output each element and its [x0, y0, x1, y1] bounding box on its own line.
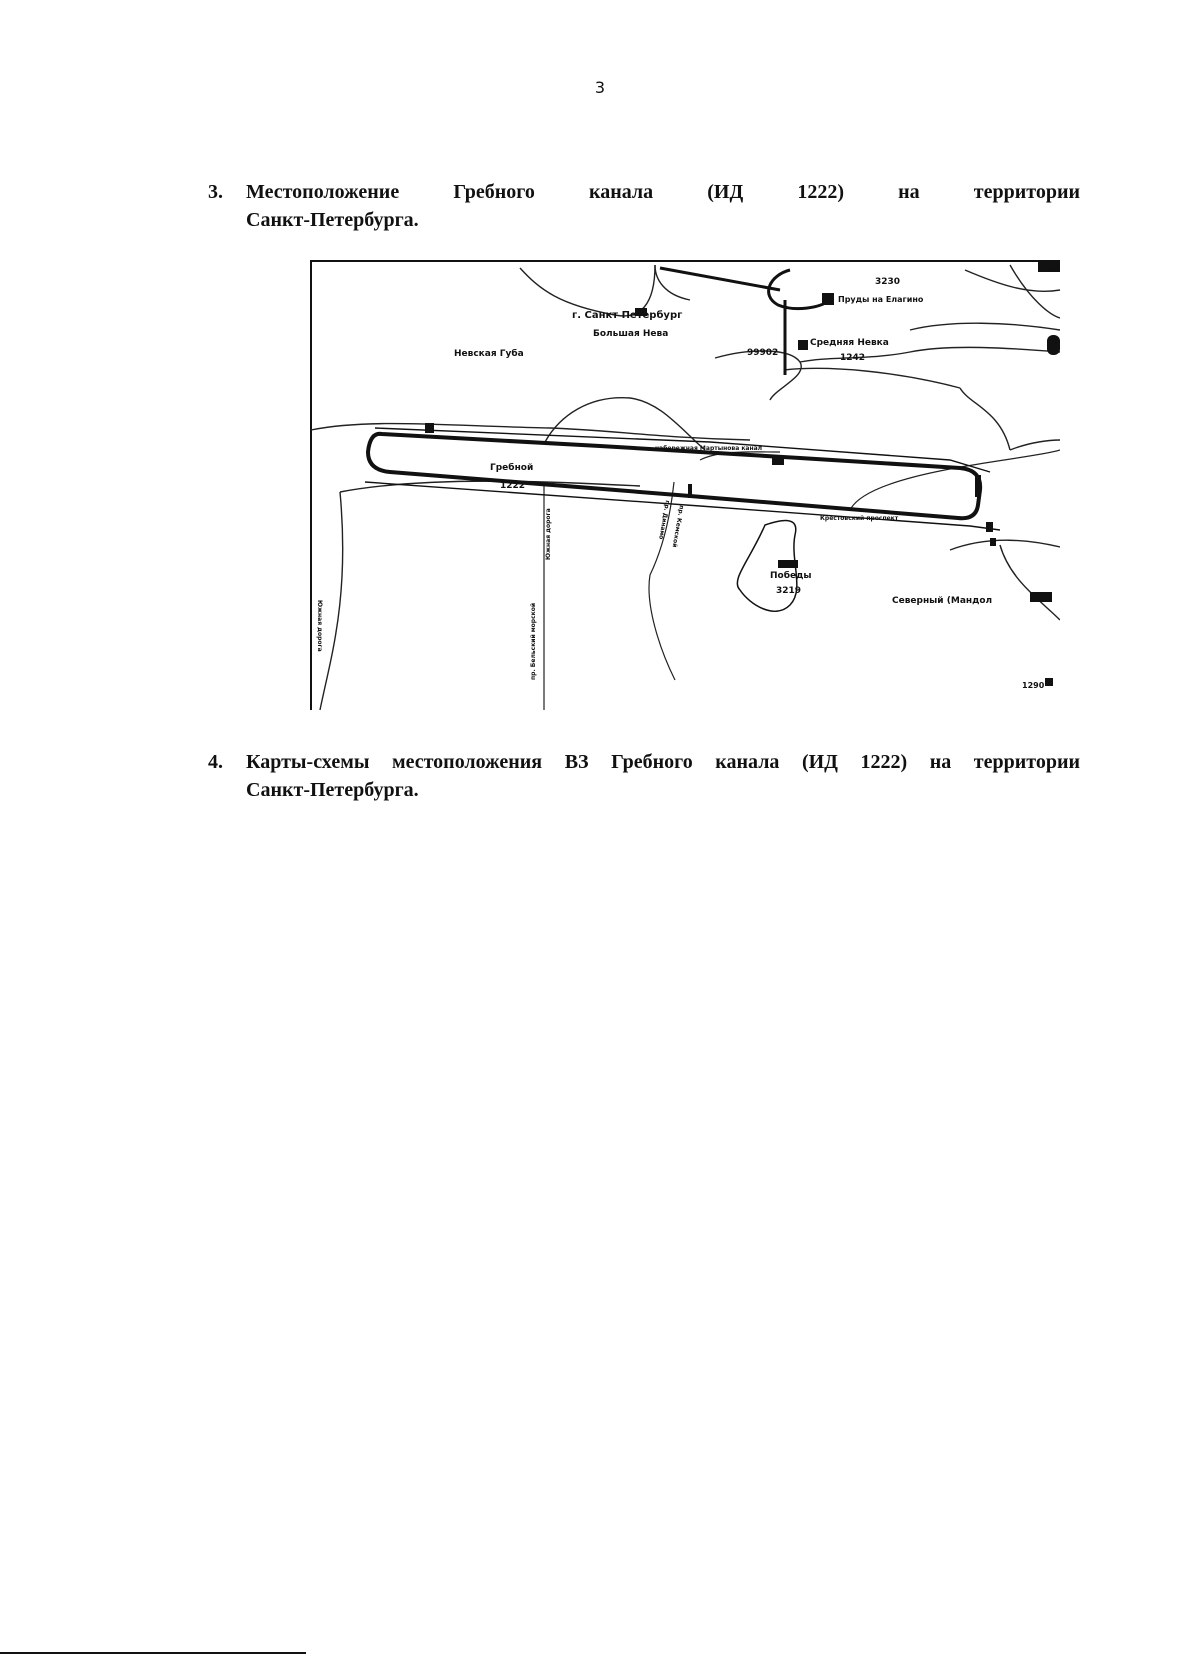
marker-pobedy	[778, 560, 798, 568]
marker-elagin	[822, 293, 834, 305]
section-3-text-line-1: Местоположение Гребного канала (ИД 1222) на территории	[246, 181, 1080, 203]
shoreline-inner-bay	[545, 398, 705, 450]
section-number: 4.	[208, 751, 223, 773]
label-prudy: Пруды на Елагино	[838, 295, 924, 304]
shoreline-middle	[784, 368, 960, 388]
section-4-text-line-2: Санкт-Петербурга.	[246, 779, 419, 801]
marker-1290	[1045, 678, 1053, 686]
shoreline-island-top	[715, 351, 801, 400]
section-4-text-line-1: Карты-схемы местоположения ВЗ Гребного канала (ИД 1222) на территории	[246, 751, 1080, 773]
marker-severny-1	[986, 522, 993, 532]
shoreline-ne-2	[910, 323, 1060, 330]
shorelines	[311, 265, 1060, 710]
label-1222: 1222	[500, 481, 526, 491]
marker-canal-east	[772, 457, 784, 465]
label-bolshaya-neva: Большая Нева	[593, 329, 669, 339]
footer-rule	[0, 1652, 306, 1654]
marker-canal-west	[425, 423, 434, 433]
label-road-5: Южная дорога	[545, 508, 552, 560]
shoreline-mid-right	[800, 347, 1060, 362]
label-nevskaya-guba: Невская Губа	[454, 349, 524, 359]
marker-canal-end	[975, 475, 981, 497]
marker-severny-2	[990, 538, 996, 546]
marker-srednyaya	[798, 340, 808, 350]
label-road-3: пр. Динамо	[657, 499, 671, 540]
section-3-text-line-2: Санкт-Петербурга.	[246, 209, 419, 231]
shoreline-southeast	[950, 540, 1060, 550]
label-road-6: пр. Бельский морской	[530, 602, 537, 680]
label-road-4: пр. Кемской	[670, 504, 685, 548]
label-severny: Северный (Мандол	[892, 596, 993, 606]
section-3-heading	[208, 178, 1080, 234]
map-markers	[425, 262, 1060, 686]
shoreline-southeast-2	[1000, 545, 1060, 620]
marker-east	[1047, 335, 1060, 355]
label-srednyaya-nevka: Средняя Невка	[810, 338, 889, 348]
label-city: г. Санкт Петербург	[572, 310, 683, 321]
location-map	[310, 260, 1060, 710]
shoreline-west	[311, 424, 750, 440]
shoreline-east-2	[1010, 440, 1060, 450]
label-top-channel: набережная Мартынова канал	[655, 445, 763, 452]
label-3230: 3230	[875, 277, 901, 287]
label-3200: 3200	[1038, 265, 1060, 274]
label-pobedy: Победы	[770, 571, 812, 581]
label-1290: 1290	[1022, 681, 1045, 690]
label-road-2: Южная дорога	[316, 600, 323, 652]
connector-lines	[660, 268, 785, 375]
label-99902: 99902	[747, 348, 779, 358]
label-1242: 1242	[840, 353, 866, 363]
section-number: 3.	[208, 181, 223, 203]
label-road-1: Крестовский проспект	[820, 515, 899, 522]
label-3219: 3219	[776, 586, 802, 596]
connector-top	[660, 268, 780, 290]
page-number: 3	[594, 78, 606, 97]
shoreline-north-1	[520, 265, 655, 316]
marker-canal-mid	[688, 484, 692, 498]
section-4-heading	[208, 748, 1080, 804]
marker-severny	[1030, 592, 1052, 602]
road-east	[850, 450, 1060, 510]
label-grebnoy: Гребной	[490, 463, 534, 473]
map-canvas	[310, 260, 1060, 710]
shoreline-east	[960, 388, 1010, 450]
